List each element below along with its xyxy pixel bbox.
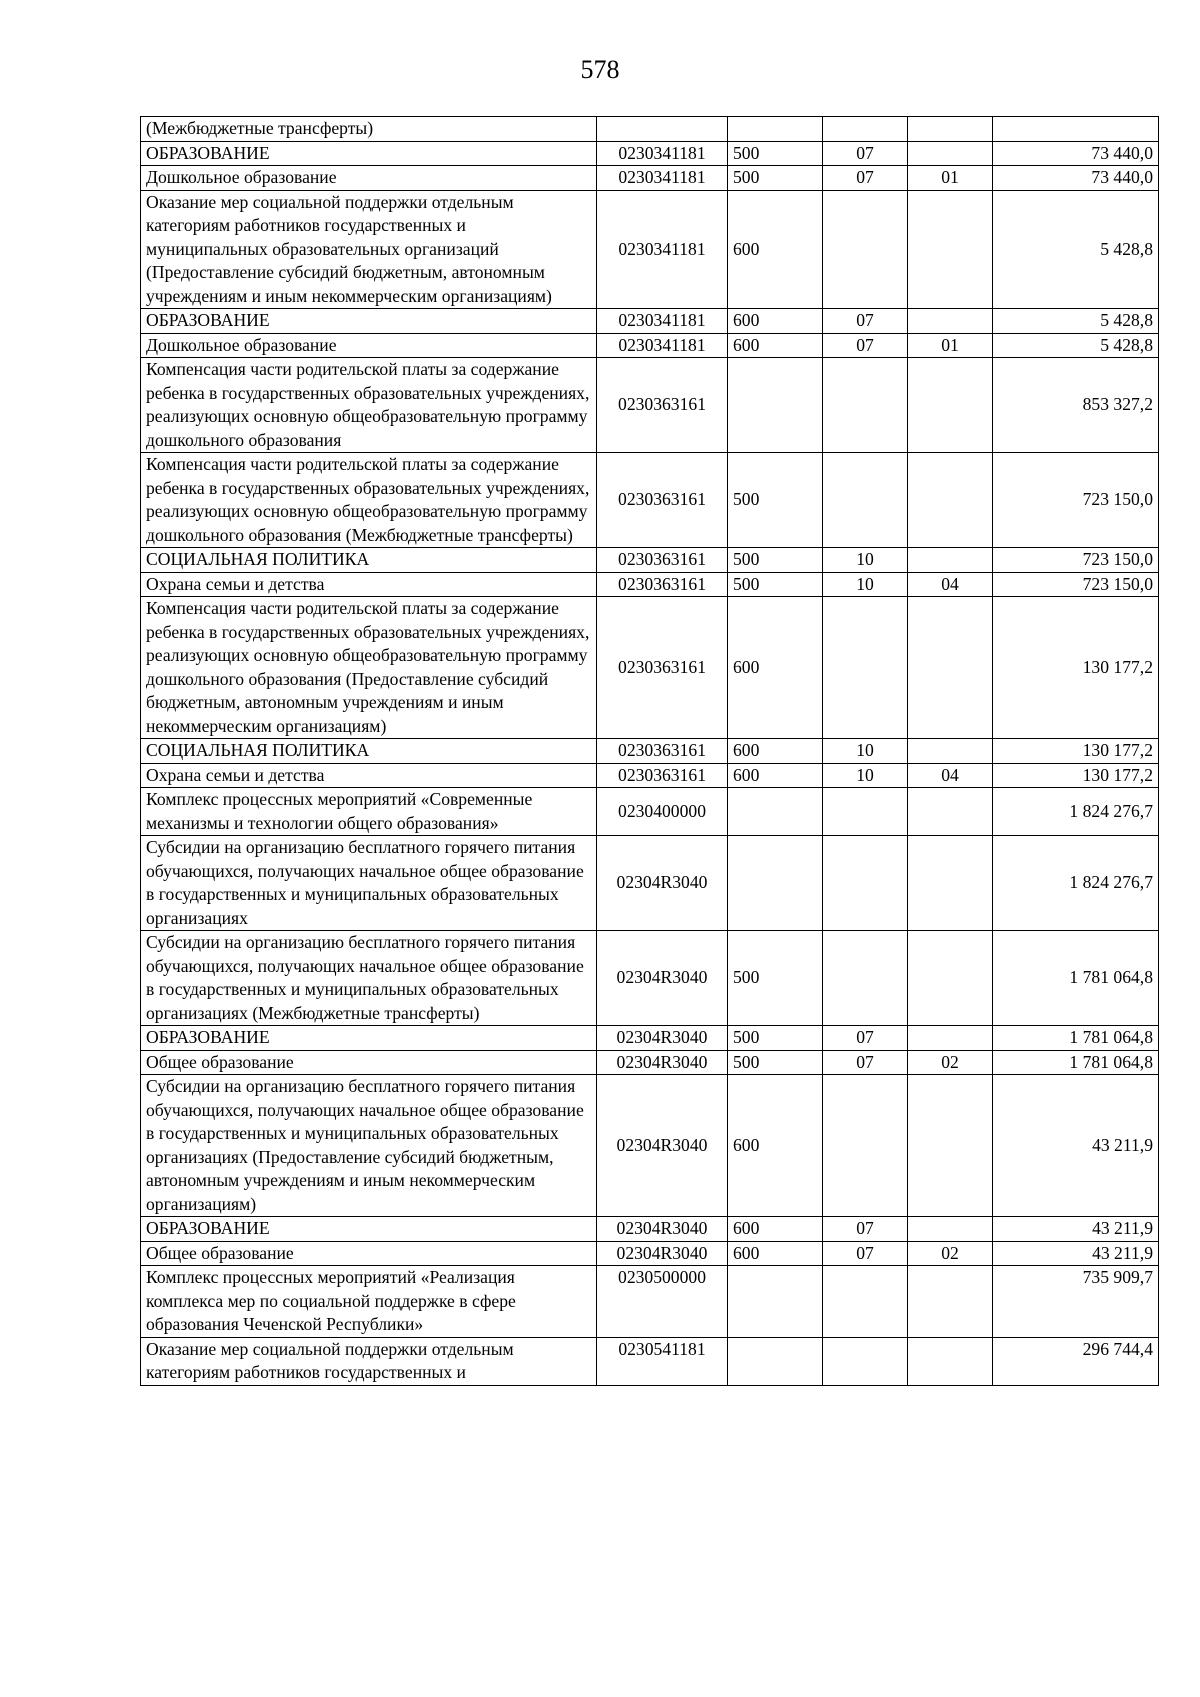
section-cell — [823, 1266, 908, 1338]
target-article-cell: 0230363161 — [597, 739, 728, 764]
target-article-cell: 0230341181 — [597, 141, 728, 166]
amount-cell: 1 781 064,8 — [993, 931, 1159, 1026]
target-article-cell: 0230363161 — [597, 548, 728, 573]
section-cell — [823, 358, 908, 453]
amount-cell — [993, 117, 1159, 142]
row-name-cell: Дошкольное образование — [141, 166, 597, 191]
subsection-cell — [908, 1217, 993, 1242]
subsection-cell — [908, 1266, 993, 1338]
row-name-cell: Компенсация части родительской платы за содержание ребенка в государственных образовательных учреждениях, реализующих основную общеобразовательную программу дошкольного образования — [141, 358, 597, 453]
row-name-cell: Охрана семьи и детства — [141, 763, 597, 788]
subsection-cell: 04 — [908, 763, 993, 788]
table-row — [141, 309, 1159, 334]
amount-cell: 1 781 064,8 — [993, 1026, 1159, 1051]
subsection-cell — [908, 358, 993, 453]
page-number: 578 — [580, 55, 620, 84]
amount-cell: 723 150,0 — [993, 453, 1159, 548]
section-cell: 10 — [823, 763, 908, 788]
subsection-cell: 01 — [908, 333, 993, 358]
expense-type-cell — [728, 1266, 823, 1338]
section-cell: 07 — [823, 1050, 908, 1075]
table-row — [141, 836, 1159, 931]
row-name-cell: Общее образование — [141, 1241, 597, 1266]
subsection-cell — [908, 117, 993, 142]
amount-cell: 130 177,2 — [993, 739, 1159, 764]
subsection-cell — [908, 453, 993, 548]
table-row — [141, 1337, 1159, 1385]
row-name-cell: Субсидии на организацию бесплатного горячего питания обучающихся, получающих начальное общее образование в государственных и муниципальных образовательных организациях (Межбюджетные трансферты) — [141, 931, 597, 1026]
section-cell: 07 — [823, 333, 908, 358]
table-row — [141, 931, 1159, 1026]
amount-cell: 1 824 276,7 — [993, 788, 1159, 836]
amount-cell: 1 781 064,8 — [993, 1050, 1159, 1075]
target-article-cell: 02304R3040 — [597, 1050, 728, 1075]
subsection-cell — [908, 141, 993, 166]
section-cell — [823, 836, 908, 931]
section-cell: 07 — [823, 166, 908, 191]
expense-type-cell — [728, 836, 823, 931]
subsection-cell — [908, 597, 993, 739]
expense-type-cell: 500 — [728, 1050, 823, 1075]
target-article-cell: 02304R3040 — [597, 931, 728, 1026]
table-row — [141, 548, 1159, 573]
expense-type-cell: 600 — [728, 333, 823, 358]
subsection-cell: 02 — [908, 1241, 993, 1266]
amount-cell: 5 428,8 — [993, 333, 1159, 358]
section-cell: 07 — [823, 1217, 908, 1242]
section-cell — [823, 190, 908, 309]
table-row — [141, 1075, 1159, 1217]
target-article-cell: 02304R3040 — [597, 1241, 728, 1266]
subsection-cell: 02 — [908, 1050, 993, 1075]
section-cell: 10 — [823, 572, 908, 597]
amount-cell: 43 211,9 — [993, 1075, 1159, 1217]
target-article-cell: 0230341181 — [597, 166, 728, 191]
target-article-cell: 0230363161 — [597, 597, 728, 739]
target-article-cell: 0230363161 — [597, 358, 728, 453]
section-cell: 10 — [823, 548, 908, 573]
amount-cell: 73 440,0 — [993, 141, 1159, 166]
table-row — [141, 1217, 1159, 1242]
row-name-cell: Компенсация части родительской платы за содержание ребенка в государственных образовательных учреждениях, реализующих основную общеобразовательную программу дошкольного образования (Предоставление субсидий бюджетным, автономным учреждениям и иным некоммерческим организациям) — [141, 597, 597, 739]
table-row — [141, 190, 1159, 309]
expense-type-cell — [728, 358, 823, 453]
row-name-cell: ОБРАЗОВАНИЕ — [141, 309, 597, 334]
amount-cell: 735 909,7 — [993, 1266, 1159, 1338]
amount-cell: 130 177,2 — [993, 763, 1159, 788]
table-row — [141, 1026, 1159, 1051]
section-cell: 07 — [823, 1026, 908, 1051]
subsection-cell — [908, 548, 993, 573]
amount-cell: 5 428,8 — [993, 309, 1159, 334]
section-cell — [823, 788, 908, 836]
subsection-cell — [908, 309, 993, 334]
table-row — [141, 1241, 1159, 1266]
section-cell — [823, 453, 908, 548]
row-name-cell: ОБРАЗОВАНИЕ — [141, 141, 597, 166]
section-cell: 07 — [823, 1241, 908, 1266]
row-name-cell: Субсидии на организацию бесплатного горячего питания обучающихся, получающих начальное общее образование в государственных и муниципальных образовательных организациях (Предоставление субсидий бюджетным, автономным учреждениям и иным некоммерческим организациям) — [141, 1075, 597, 1217]
expense-type-cell: 500 — [728, 166, 823, 191]
target-article-cell: 0230363161 — [597, 453, 728, 548]
amount-cell: 296 744,4 — [993, 1337, 1159, 1385]
target-article-cell: 0230341181 — [597, 190, 728, 309]
subsection-cell — [908, 1075, 993, 1217]
section-cell — [823, 117, 908, 142]
expense-type-cell: 500 — [728, 141, 823, 166]
amount-cell: 5 428,8 — [993, 190, 1159, 309]
target-article-cell: 0230341181 — [597, 309, 728, 334]
target-article-cell: 0230341181 — [597, 333, 728, 358]
expense-type-cell: 600 — [728, 309, 823, 334]
amount-cell: 130 177,2 — [993, 597, 1159, 739]
amount-cell: 723 150,0 — [993, 548, 1159, 573]
table-row — [141, 763, 1159, 788]
row-name-cell: Комплекс процессных мероприятий «Современные механизмы и технологии общего образования» — [141, 788, 597, 836]
subsection-cell — [908, 1026, 993, 1051]
expense-type-cell — [728, 788, 823, 836]
row-name-cell: Общее образование — [141, 1050, 597, 1075]
table-row — [141, 117, 1159, 142]
target-article-cell: 0230500000 — [597, 1266, 728, 1338]
target-article-cell: 02304R3040 — [597, 836, 728, 931]
subsection-cell — [908, 931, 993, 1026]
subsection-cell: 01 — [908, 166, 993, 191]
expense-type-cell: 600 — [728, 1241, 823, 1266]
target-article-cell: 02304R3040 — [597, 1217, 728, 1242]
table-row — [141, 788, 1159, 836]
target-article-cell: 0230363161 — [597, 763, 728, 788]
amount-cell: 1 824 276,7 — [993, 836, 1159, 931]
row-name-cell: ОБРАЗОВАНИЕ — [141, 1217, 597, 1242]
table-row — [141, 453, 1159, 548]
section-cell — [823, 1337, 908, 1385]
table-row — [141, 358, 1159, 453]
row-name-cell: Дошкольное образование — [141, 333, 597, 358]
subsection-cell — [908, 788, 993, 836]
row-name-cell: Субсидии на организацию бесплатного горячего питания обучающихся, получающих начальное общее образование в государственных и муниципальных образовательных организациях — [141, 836, 597, 931]
amount-cell: 43 211,9 — [993, 1241, 1159, 1266]
table-row — [141, 572, 1159, 597]
target-article-cell: 02304R3040 — [597, 1075, 728, 1217]
expense-type-cell: 500 — [728, 931, 823, 1026]
row-name-cell: ОБРАЗОВАНИЕ — [141, 1026, 597, 1051]
row-name-cell: СОЦИАЛЬНАЯ ПОЛИТИКА — [141, 739, 597, 764]
target-article-cell — [597, 117, 728, 142]
target-article-cell: 0230541181 — [597, 1337, 728, 1385]
row-name-cell: Оказание мер социальной поддержки отдельным категориям работников государственных и — [141, 1337, 597, 1385]
target-article-cell: 02304R3040 — [597, 1026, 728, 1051]
table-row — [141, 166, 1159, 191]
subsection-cell — [908, 190, 993, 309]
budget-table-body — [141, 117, 1159, 1386]
amount-cell: 43 211,9 — [993, 1217, 1159, 1242]
row-name-cell: СОЦИАЛЬНАЯ ПОЛИТИКА — [141, 548, 597, 573]
expense-type-cell: 600 — [728, 1075, 823, 1217]
amount-cell: 853 327,2 — [993, 358, 1159, 453]
row-name-cell: Комплекс процессных мероприятий «Реализация комплекса мер по социальной поддержке в сфере образования Чеченской Республики» — [141, 1266, 597, 1338]
expense-type-cell: 600 — [728, 739, 823, 764]
table-row — [141, 597, 1159, 739]
table-row — [141, 1050, 1159, 1075]
budget-table — [140, 116, 1159, 1386]
table-row — [141, 1266, 1159, 1338]
section-cell: 07 — [823, 309, 908, 334]
expense-type-cell — [728, 1337, 823, 1385]
expense-type-cell: 500 — [728, 548, 823, 573]
subsection-cell — [908, 836, 993, 931]
section-cell — [823, 931, 908, 1026]
subsection-cell — [908, 1337, 993, 1385]
amount-cell: 723 150,0 — [993, 572, 1159, 597]
table-row — [141, 141, 1159, 166]
expense-type-cell: 600 — [728, 190, 823, 309]
table-row — [141, 333, 1159, 358]
row-name-cell: Охрана семьи и детства — [141, 572, 597, 597]
row-name-cell: Оказание мер социальной поддержки отдельным категориям работников государственных и муниципальных образовательных организаций (Предоставление субсидий бюджетным, автономным учреждениям и иным некоммерческим организациям) — [141, 190, 597, 309]
section-cell: 10 — [823, 739, 908, 764]
section-cell — [823, 597, 908, 739]
expense-type-cell: 600 — [728, 1217, 823, 1242]
table-row — [141, 739, 1159, 764]
expense-type-cell — [728, 117, 823, 142]
subsection-cell — [908, 739, 993, 764]
row-name-cell: Компенсация части родительской платы за содержание ребенка в государственных образовательных учреждениях, реализующих основную общеобразовательную программу дошкольного образования (Межбюджетные трансферты) — [141, 453, 597, 548]
target-article-cell: 0230363161 — [597, 572, 728, 597]
row-name-cell: (Межбюджетные трансферты) — [141, 117, 597, 142]
expense-type-cell: 600 — [728, 597, 823, 739]
expense-type-cell: 500 — [728, 572, 823, 597]
expense-type-cell: 500 — [728, 1026, 823, 1051]
section-cell: 07 — [823, 141, 908, 166]
target-article-cell: 0230400000 — [597, 788, 728, 836]
amount-cell: 73 440,0 — [993, 166, 1159, 191]
subsection-cell: 04 — [908, 572, 993, 597]
expense-type-cell: 500 — [728, 453, 823, 548]
expense-type-cell: 600 — [728, 763, 823, 788]
section-cell — [823, 1075, 908, 1217]
